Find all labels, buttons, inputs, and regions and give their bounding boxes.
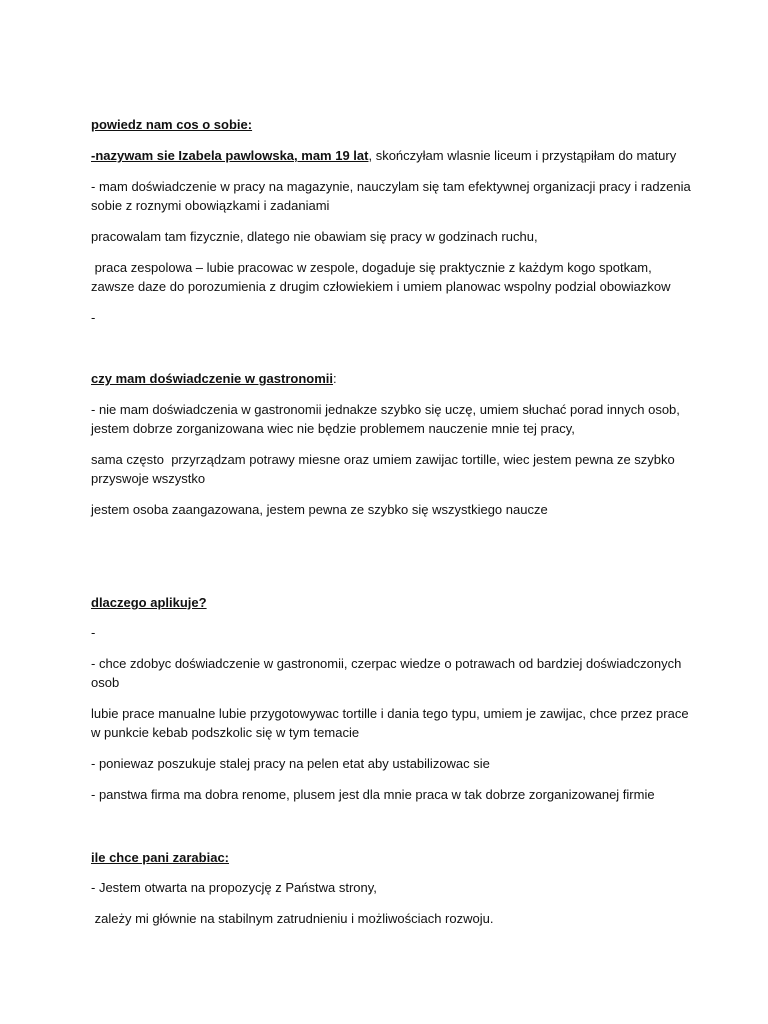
paragraph-dash-1: - xyxy=(91,310,96,325)
section-heading-why-apply: dlaczego aplikuje? xyxy=(91,595,207,610)
gastronomy-heading-colon: : xyxy=(333,371,337,386)
paragraph-warehouse-experience: - mam doświadczenie w pracy na magazynie, nauczylam się tam efektywnej organizacji pracy i radzenia sobie z roznymi obowiązkami i zadaniami xyxy=(91,179,691,213)
paragraph-gain-experience: - chce zdobyc doświadczenie w gastronomii, czerpac wiedze o potrawach od bardziej doświadczonych osob xyxy=(91,656,682,690)
paragraph-stable-job: - poniewaz poszukuje stalej pracy na pelen etat aby ustabilizowac sie xyxy=(91,756,490,771)
paragraph-manual-work: lubie prace manualne lubie przygotowywac tortille i dania tego typu, umiem je zawijac, chce przez prace w punkcie kebab podszkolic się w tym temacie xyxy=(91,706,689,740)
paragraph-engaged: jestem osoba zaangazowana, jestem pewna ze szybko się wszystkiego naucze xyxy=(91,502,548,517)
paragraph-no-experience: - nie mam doświadczenia w gastronomii jednakze szybko się uczę, umiem słuchać porad innych osob, jestem dobrze zorganizowana wiec nie będzie problemem nauczenie mnie tej pracy, xyxy=(91,402,680,436)
intro-rest-text: , skończyłam wlasnie liceum i przystąpiłam do matury xyxy=(368,148,677,163)
paragraph-intro xyxy=(91,146,691,165)
section-heading-salary: ile chce pani zarabiac: xyxy=(91,850,230,865)
paragraph-cooking: sama często przyrządzam potrawy miesne oraz umiem zawijac tortille, wiec jestem pewna ze szybko przyswoje wszystko xyxy=(91,452,679,486)
gastronomy-heading-text: czy mam doświadczenie w gastronomii xyxy=(91,371,334,386)
paragraph-dash-2: - xyxy=(91,625,96,640)
intro-name-text: -nazywam sie Izabela pawlowska, mam 19 lat xyxy=(91,148,369,163)
paragraph-stability: zależy mi głównie na stabilnym zatrudnieniu i możliwościach rozwoju. xyxy=(91,911,494,926)
section-heading-gastronomy xyxy=(91,369,691,388)
paragraph-open-to-offer: - Jestem otwarta na propozycję z Państwa strony, xyxy=(91,880,377,895)
paragraph-company-renown: - panstwa firma ma dobra renome, plusem jest dla mnie praca w tak dobrze zorganizowanej firmie xyxy=(91,787,655,802)
paragraph-teamwork: praca zespolowa – lubie pracowac w zespole, dogaduje się praktycznie z każdym kogo spotkam, zawsze daze do porozumienia z drugim człowiekiem i umiem planowac wspolny podzial obowiazkow xyxy=(91,260,671,294)
section-heading-about: powiedz nam cos o sobie: xyxy=(91,117,253,132)
paragraph-physical-work: pracowalam tam fizycznie, dlatego nie obawiam się pracy w godzinach ruchu, xyxy=(91,229,538,244)
